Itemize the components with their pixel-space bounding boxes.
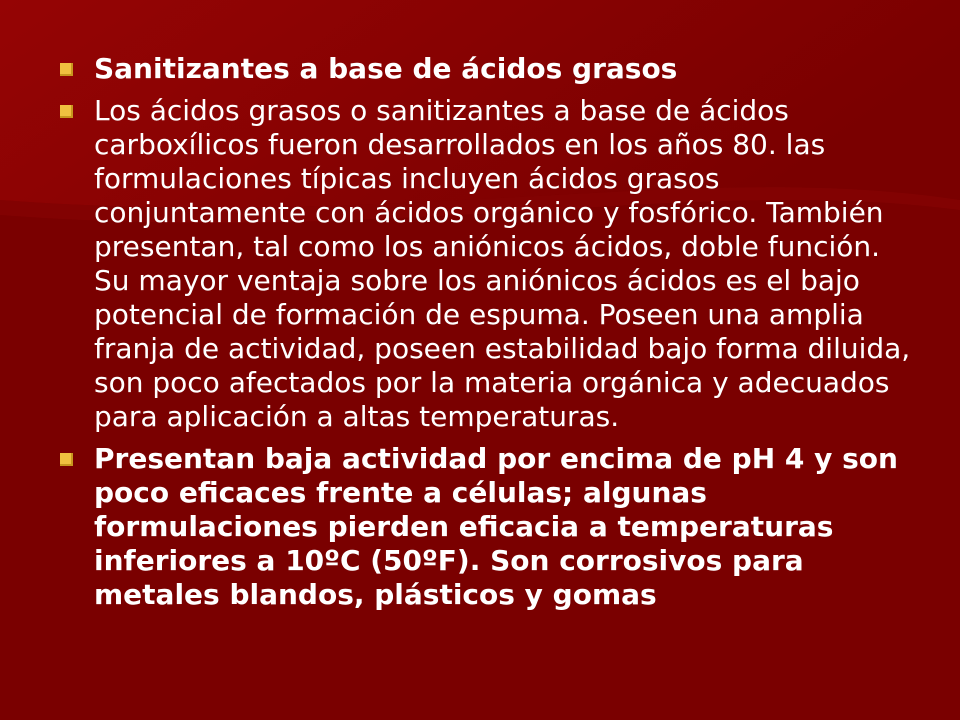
bullet-item-title bbox=[58, 52, 918, 86]
bullet-item-description bbox=[58, 94, 918, 434]
bullet-item-limitations bbox=[58, 442, 918, 612]
bullet-text: Sanitizantes a base de ácidos grasos bbox=[94, 52, 678, 85]
bullet-list bbox=[58, 52, 918, 620]
square-bullet-icon bbox=[60, 105, 73, 118]
bullet-text: Los ácidos grasos o sanitizantes a base de ácidos carboxílicos fueron desarrollados en los años 80. las formulaciones típicas incluyen ácidos grasos conjuntamente con ácidos orgánico y fosfórico. También presentan, tal como los aniónicos ácidos, doble función. Su mayor ventaja sobre los aniónicos ácidos es el bajo potencial de formación de espuma. Poseen una amplia franja de actividad, poseen estabilidad bajo forma diluida, son poco afectados por la materia orgánica y adecuados para aplicación a altas temperaturas. bbox=[94, 94, 911, 433]
square-bullet-icon bbox=[60, 453, 73, 466]
bullet-text: Presentan baja actividad por encima de pH 4 y son poco eficaces frente a células; algunas formulaciones pierden eficacia a temperaturas inferiores a 10ºC (50ºF). Son corrosivos para metales blandos, plásticos y gomas bbox=[94, 442, 898, 611]
square-bullet-icon bbox=[60, 63, 73, 76]
